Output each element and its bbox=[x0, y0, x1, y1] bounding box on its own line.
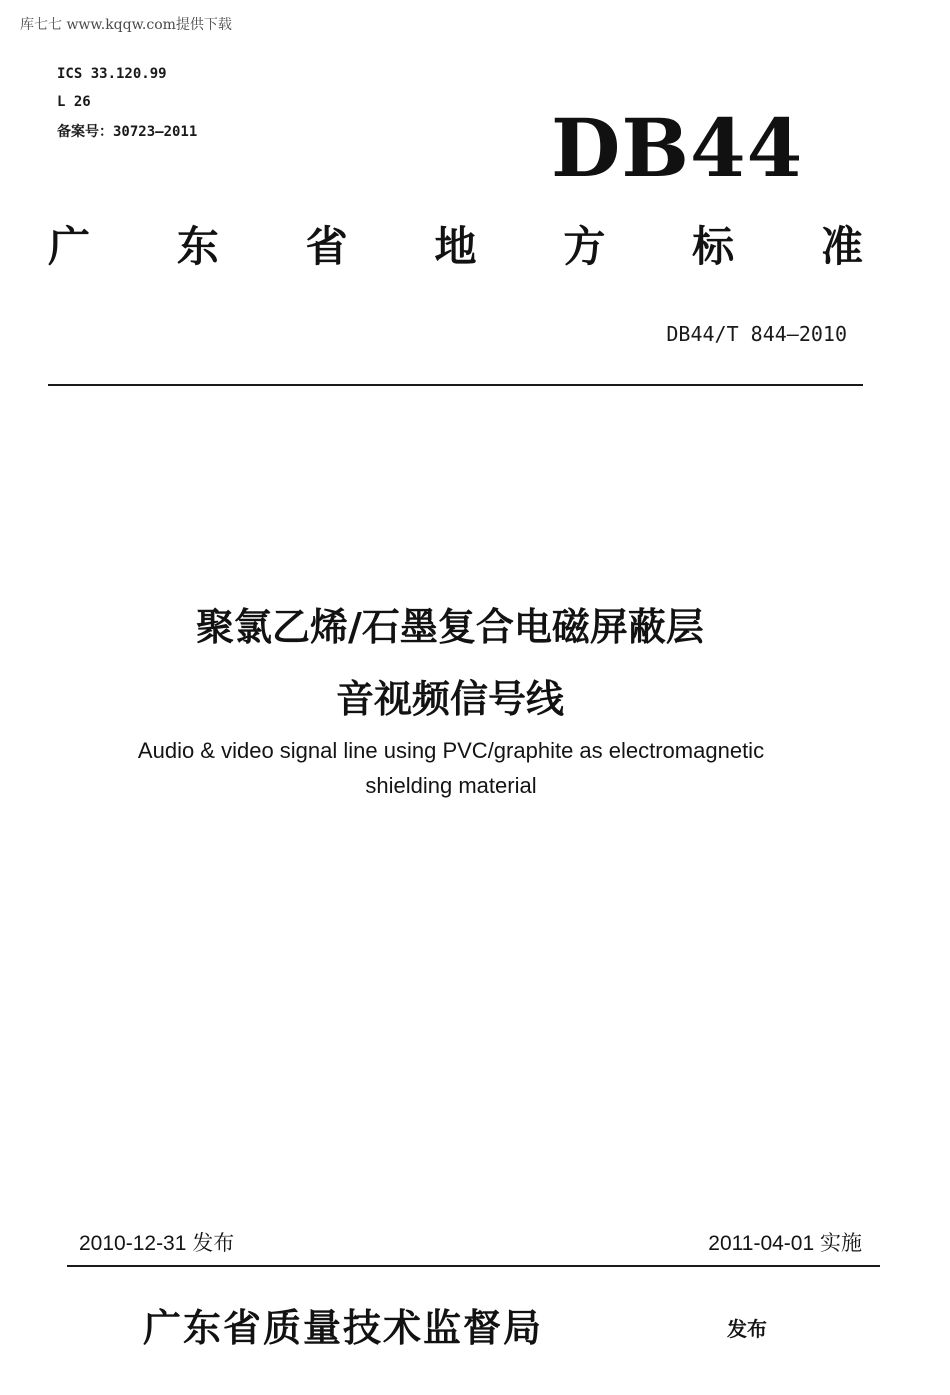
issuer-name: 广东省质量技术监督局 bbox=[143, 1305, 544, 1350]
standard-type-title bbox=[48, 222, 863, 271]
implementation-date: 2011-04-01 实施 bbox=[708, 1232, 862, 1255]
title-en-line-2: shielding material bbox=[365, 773, 537, 798]
header-divider bbox=[48, 384, 863, 386]
standard-type-char: 准 bbox=[820, 222, 863, 271]
standard-type-char: 标 bbox=[692, 222, 735, 271]
standard-number: DB44/T 844—2010 bbox=[666, 322, 847, 346]
record-number: 备案号：30723—2011 bbox=[57, 124, 198, 140]
standard-type-char: 广 bbox=[48, 222, 91, 271]
title-cn-line-2: 音视频信号线 bbox=[335, 677, 564, 721]
standard-type-char: 东 bbox=[176, 222, 219, 271]
classification-code: L 26 bbox=[57, 94, 91, 110]
standard-type-char: 省 bbox=[305, 222, 348, 271]
watermark-text: 库七七 www.kqqw.com提供下载 bbox=[20, 17, 232, 33]
title-en-line-1: Audio & video signal line using PVC/graphite as electromagnetic bbox=[137, 738, 765, 763]
footer-divider bbox=[67, 1265, 880, 1267]
standard-type-char: 地 bbox=[434, 222, 477, 271]
issue-date: 2010-12-31 发布 bbox=[79, 1232, 235, 1255]
issuer-suffix: 发布 bbox=[727, 1317, 767, 1341]
standard-type-char: 方 bbox=[563, 222, 606, 271]
db-code-logo: DB44 bbox=[551, 101, 804, 195]
ics-code: ICS 33.120.99 bbox=[57, 66, 167, 82]
title-cn-line-1: 聚氯乙烯/石墨复合电磁屏蔽层 bbox=[196, 605, 704, 649]
